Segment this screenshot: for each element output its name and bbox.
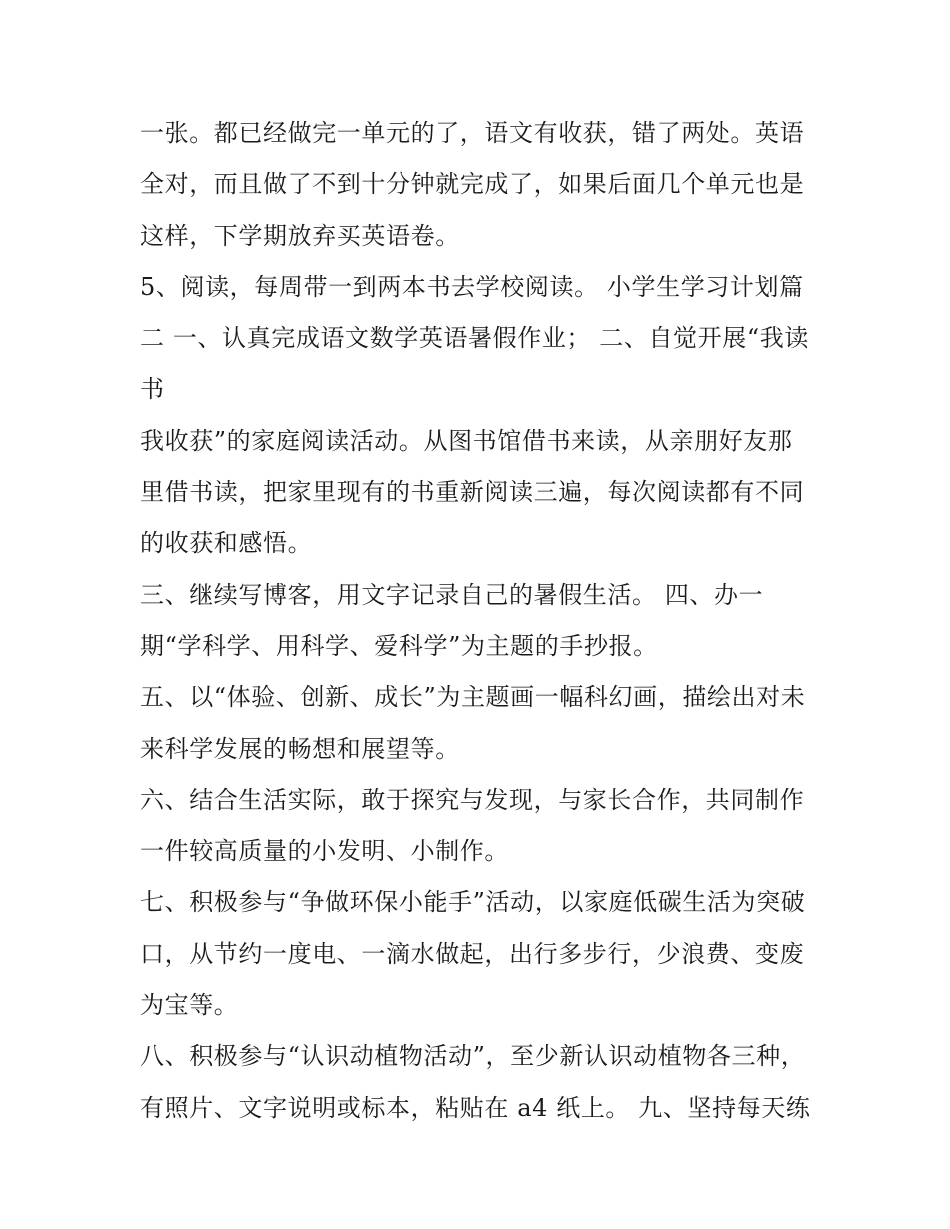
text-line: 八、积极参与“认识动植物活动”，至少新认识动植物各三种， (140, 1042, 806, 1071)
text-line: 五、以“体验、创新、成长”为主题画一幅科幻画，描绘出对未 (140, 683, 806, 712)
text-line: 六、结合生活实际，敢于探究与发现，与家长合作，共同制作 (140, 785, 805, 814)
text-line: 这样，下学期放弃买英语卷。 (140, 221, 460, 250)
text-line: 一张。都已经做完一单元的了，语文有收获，错了两处。英语 (140, 119, 805, 147)
text-line: 全对，而且做了不到十分钟就完成了，如果后面几个单元也是 (140, 170, 805, 199)
text-line: 来科学发展的畅想和展望等。 (140, 734, 460, 763)
text-line: 5、阅读，每周带一到两本书去学校阅读。 小学生学习计划篇 (140, 272, 804, 301)
text-line: 为宝等。 (140, 991, 239, 1020)
text-line: 期“学科学、用科学、爱科学”为主题的手抄报。 (140, 631, 658, 660)
text-line: 里借书读，把家里现有的书重新阅读三遍，每次阅读都有不同 (140, 478, 805, 507)
text-line: 二 一、认真完成语文数学英语暑假作业； 二、自觉开展“我读 (140, 324, 809, 353)
body-text (140, 108, 820, 1134)
text-line: 书 (140, 375, 165, 404)
text-line: 我收获”的家庭阅读活动。从图书馆借书来读，从亲朋好友那 (140, 426, 793, 455)
text-line: 的收获和感悟。 (140, 529, 313, 558)
text-line: 一件较高质量的小发明、小制作。 (140, 837, 509, 866)
text-line: 三、继续写博客，用文字记录自己的暑假生活。 四、办一 (140, 580, 764, 609)
text-line: 口，从节约一度电、一滴水做起，出行多步行，少浪费、变废 (140, 939, 805, 968)
text-line: 有照片、文字说明或标本，粘贴在 a4 纸上。 九、坚持每天练 (140, 1093, 811, 1122)
text-line: 七、积极参与“争做环保小能手”活动，以家庭低碳生活为突破 (140, 888, 806, 917)
